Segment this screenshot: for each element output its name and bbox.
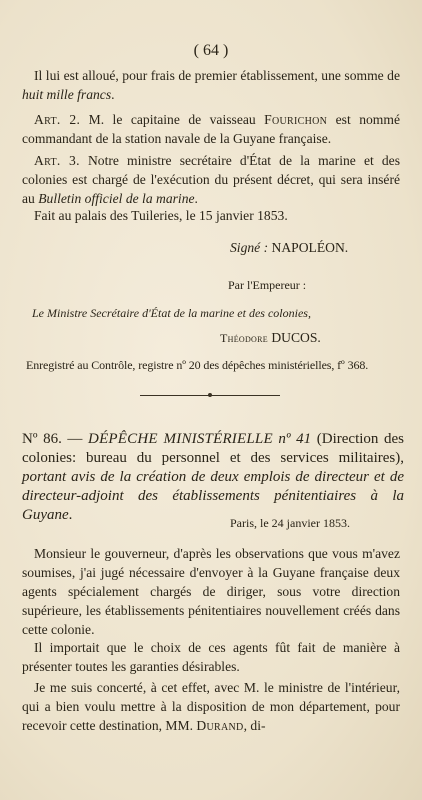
art2-text: M. le capitaine de vaisseau <box>80 112 265 127</box>
signe-label: Signé : <box>230 240 269 255</box>
q3-end: , di- <box>243 718 266 733</box>
p1-amount: huit mille francs <box>22 87 112 102</box>
p1-text: Il lui est alloué, pour frais de premier établissement, une somme de <box>34 68 400 83</box>
art3-text: Notre ministre secrétaire d'État de la marine et des colonies est chargé de l'exécution du présent décret, qui sera inséré au <box>22 153 400 206</box>
dateline: Paris, le 24 janvier 1853. <box>230 516 350 530</box>
fait-line: Fait au palais des Tuileries, le 15 janvier 1853. <box>34 208 288 223</box>
registration-note: Enregistré au Contrôle, registre nº 20 des dépêches ministérielles, fº 368. <box>26 358 369 372</box>
dispatch-number: Nº 86. — <box>22 431 89 447</box>
article-3 <box>22 151 400 208</box>
art3-label: Art. 3. <box>34 153 80 168</box>
ducos-first: Théodore <box>220 331 268 345</box>
dispatch-subject: portant avis de la création de deux emplois de directeur et de directeur-adjoint des établissements pénitentiaires à la Guyane <box>22 469 404 523</box>
ducos-last: DUCOS. <box>271 330 321 345</box>
dispatch-heading <box>22 430 404 525</box>
minister-title: Le Ministre Secrétaire d'État de la marine et des colonies, <box>32 306 311 320</box>
signature-line <box>22 238 400 257</box>
signe-name: NAPOLÉON. <box>271 240 349 255</box>
art3-bulletin: Bulletin officiel de la marine <box>38 191 195 206</box>
letter-paragraph-3 <box>22 678 400 735</box>
par-empereur: Par l'Empereur : <box>228 278 307 292</box>
art2-text-end: est nommé commandant de la station navale de la Guyane française. <box>22 112 400 146</box>
dispatch-end: . <box>68 507 73 523</box>
dispatch-direction: (Direction des colonies: bureau du personnel et des services militaires), <box>22 431 405 466</box>
letter-paragraph-2: Il importait que le choix de ces agents fût fait de manière à présenter toutes les garanties désirables. <box>22 640 400 674</box>
q3-text: Je me suis concerté, à cet effet, avec M. le ministre de l'intérieur, qui a bien voulu mettre à la disposition de mon département, pour recevoir cette destination, MM. <box>22 680 400 733</box>
q3-name: Durand <box>196 718 244 733</box>
letter-paragraph-1: Monsieur le gouverneur, d'après les observations que vous m'avez soumises, j'ai jugé nécessaire d'envoyer à la Guyane française deux agents spécialement chargés de diriger, sous votre direction supérieure, les établissements pénitentiaires nouvellement créés dans cette colonie. <box>22 546 400 637</box>
dispatch-title: DÉPÊCHE MINISTÉRIELLE <box>88 431 273 447</box>
p1-end: . <box>111 87 115 102</box>
article-2 <box>22 110 400 148</box>
paragraph-allocation <box>22 66 400 104</box>
page-number: ( 64 ) <box>193 42 229 59</box>
minister-name <box>22 328 400 348</box>
dispatch-no: nº 41 <box>272 431 312 447</box>
art3-end: . <box>194 191 198 206</box>
section-divider <box>140 395 280 396</box>
art2-name: Fourichon <box>264 112 328 127</box>
art2-label: Art. 2. <box>34 112 81 127</box>
